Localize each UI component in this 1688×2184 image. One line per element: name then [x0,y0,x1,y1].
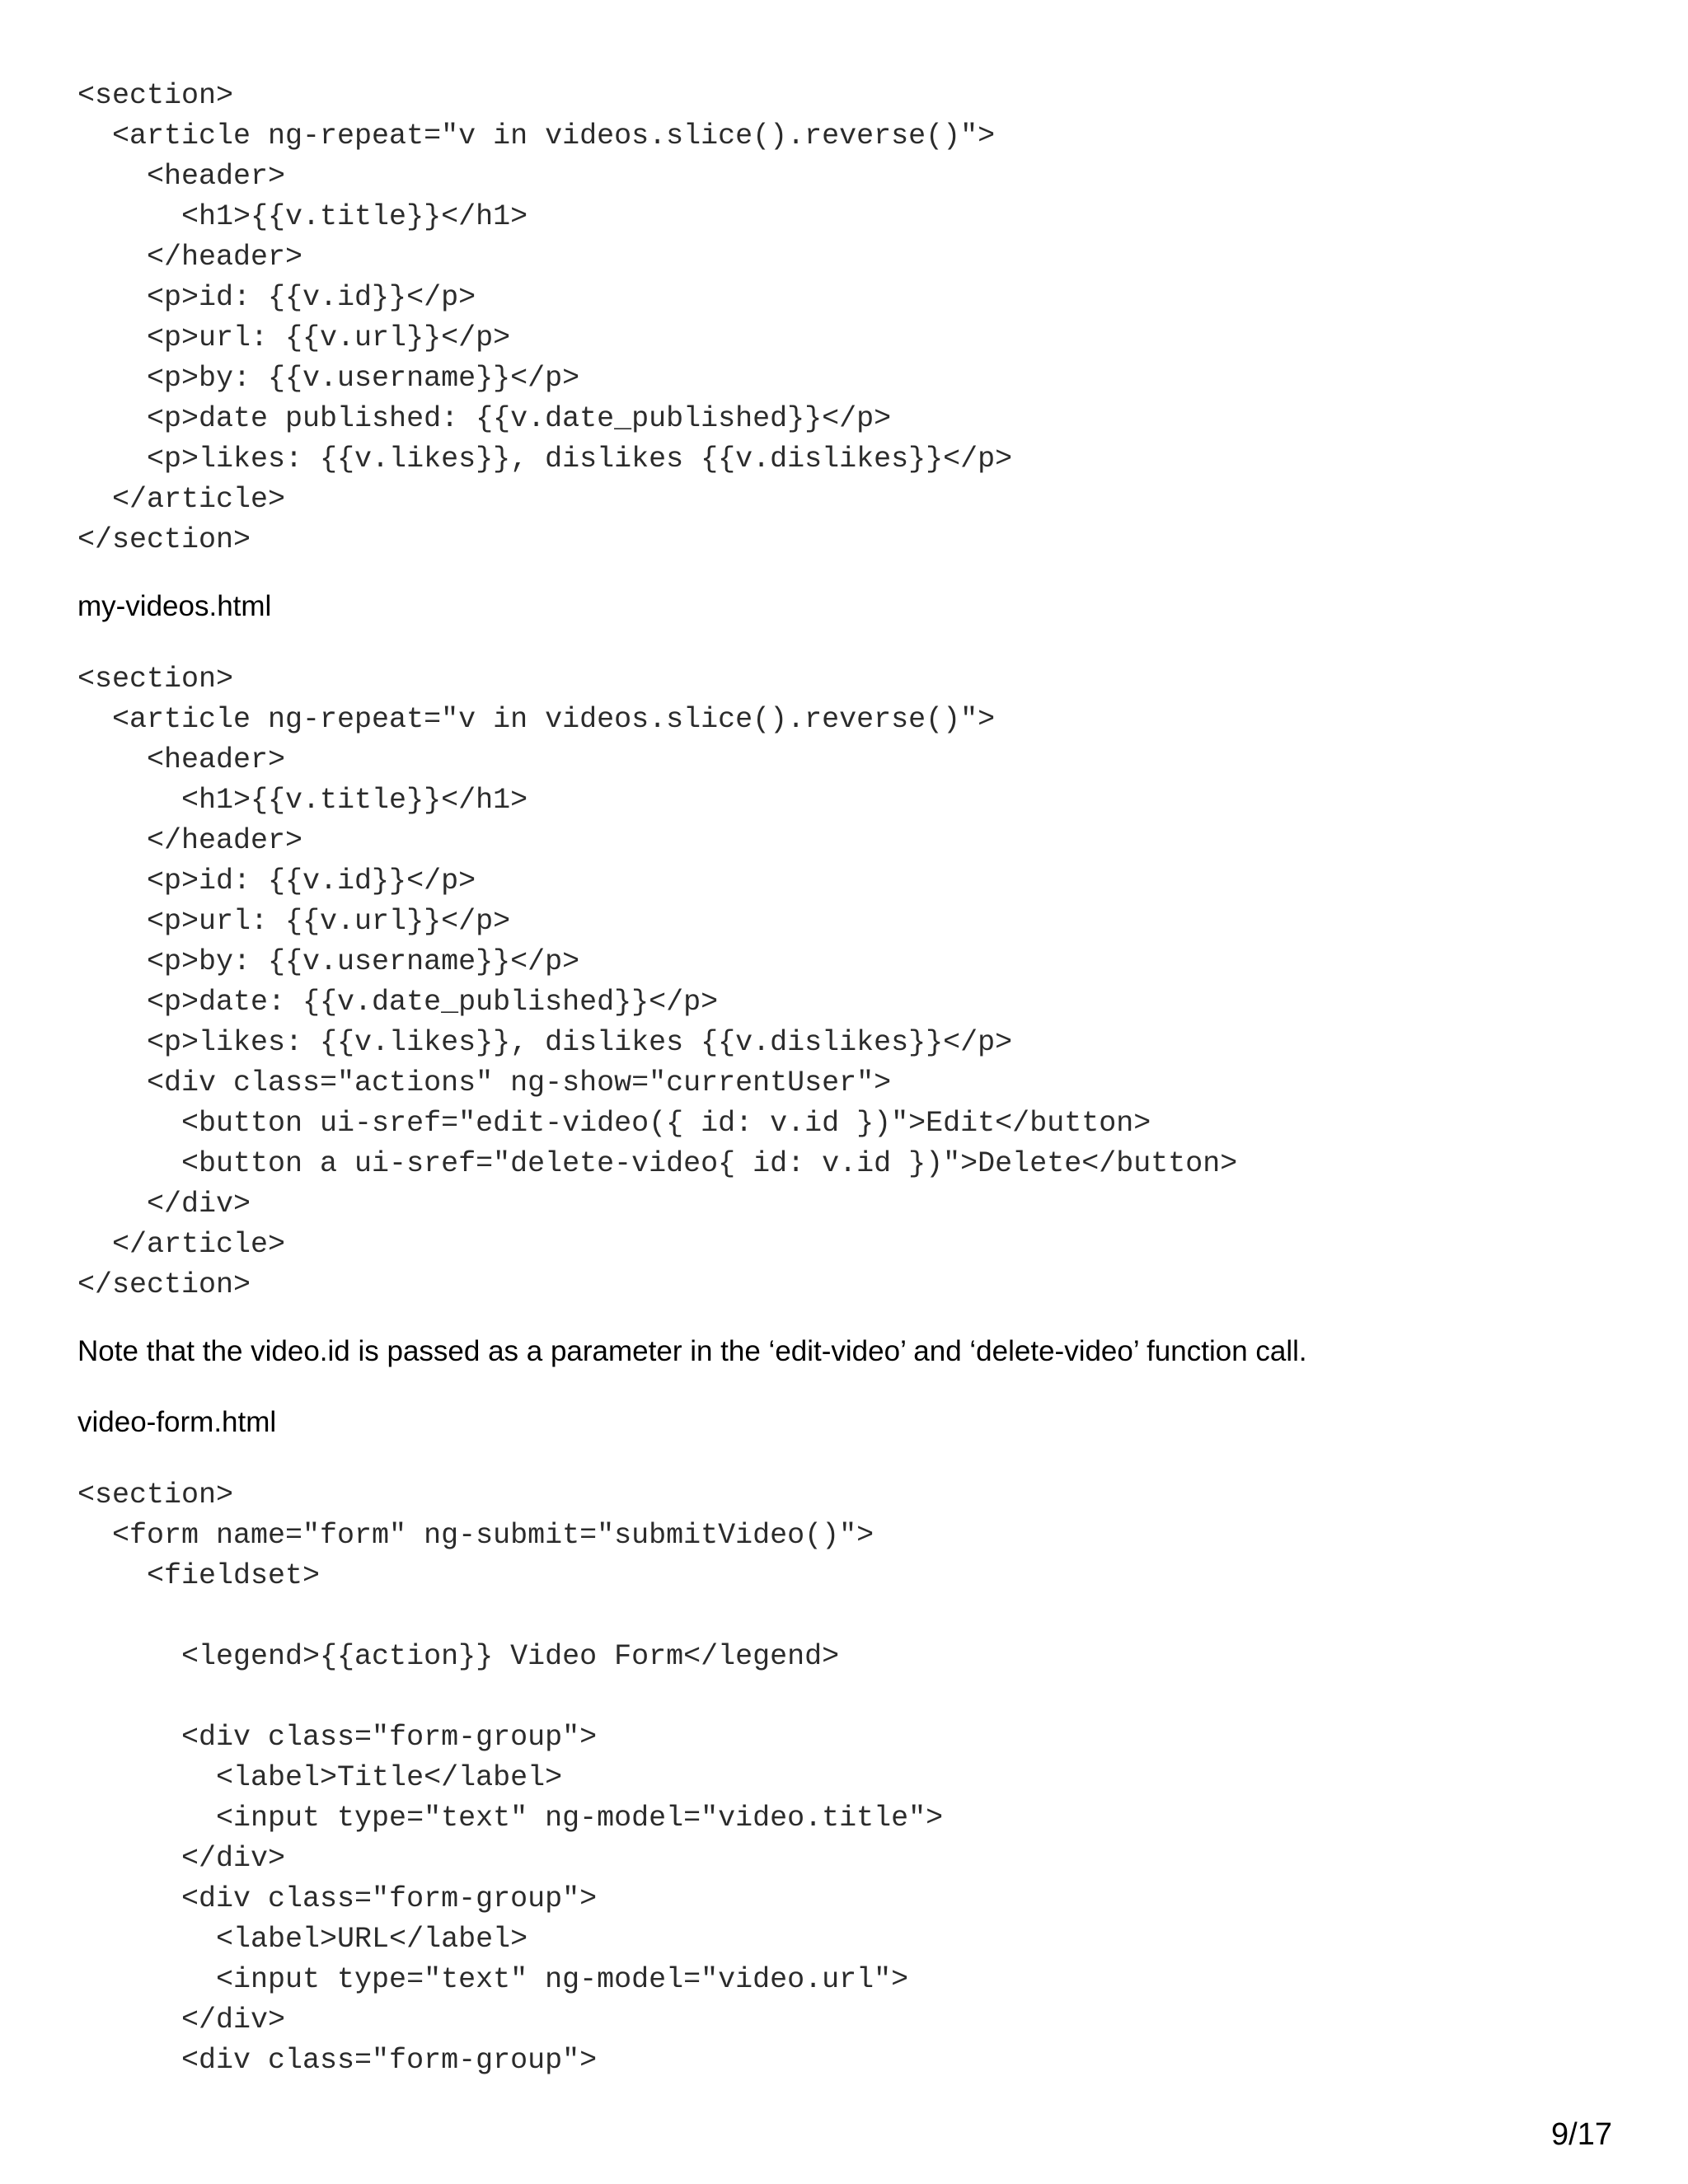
code-line: <p>by: {{v.username}}</p> [77,945,580,978]
code-line: <p>date: {{v.date_published}}</p> [77,986,719,1019]
code-line: <article ng-repeat="v in videos.slice().reverse()"> [77,703,996,736]
page-number: 9/17 [1551,2117,1612,2152]
code-line: <p>likes: {{v.likes}}, dislikes {{v.dislikes}}</p> [77,1026,1013,1059]
code-line: <section> [77,663,234,696]
code-line: </div> [77,1188,251,1221]
code-line: <header> [77,160,286,193]
note-paragraph: Note that the video.id is passed as a parameter in the ‘edit-video’ and ‘delete-video’ function call. [77,1335,1307,1367]
code-line: </article> [77,483,286,516]
code-line: <article ng-repeat="v in videos.slice().reverse()"> [77,120,996,152]
code-line: <p>url: {{v.url}}</p> [77,905,511,938]
code-line: </header> [77,824,303,857]
code-line: <p>date published: {{v.date_published}}</p> [77,402,892,435]
code-line: <p>by: {{v.username}}</p> [77,362,580,395]
section-heading-video-form: video-form.html [77,1406,277,1438]
code-line: <h1>{{v.title}}</h1> [77,784,528,817]
code-line: </article> [77,1228,286,1261]
code-line: <p>id: {{v.id}}</p> [77,281,476,314]
code-line: <p>likes: {{v.likes}}, dislikes {{v.dislikes}}</p> [77,443,1013,476]
code-line: <div class="form-group"> [77,1882,598,1915]
code-line: <p>id: {{v.id}}</p> [77,865,476,898]
code-block-videos-list [77,76,1012,560]
code-line: <input type="text" ng-model="video.title"> [77,1802,944,1835]
code-line: <h1>{{v.title}}</h1> [77,200,528,233]
code-line: <label>Title</label> [77,1761,563,1794]
code-line: <label>URL</label> [77,1923,528,1956]
code-line: <legend>{{action}} Video Form</legend> [77,1640,840,1673]
code-line: <div class="form-group"> [77,1721,598,1754]
code-line: <form name="form" ng-submit="submitVideo()"> [77,1519,874,1552]
code-line: <div class="form-group"> [77,2044,598,2077]
code-line: </section> [77,1268,251,1301]
code-block-my-videos [77,659,1237,1305]
code-block-video-form [77,1475,943,2081]
code-line: <section> [77,79,234,112]
section-heading-my-videos: my-videos.html [77,590,272,622]
code-line: <header> [77,743,286,776]
code-line: <fieldset> [77,1559,321,1592]
code-line: </div> [77,2004,286,2036]
code-line: </div> [77,1842,286,1875]
code-line: <button a ui-sref="delete-video{ id: v.id })">Delete</button> [77,1147,1238,1180]
code-line [77,1596,943,1637]
code-line: <input type="text" ng-model="video.url"> [77,1963,909,1996]
code-line: </section> [77,523,251,556]
code-line: </header> [77,241,303,274]
code-line: <p>url: {{v.url}}</p> [77,321,511,354]
code-line: <section> [77,1479,234,1511]
code-line [77,1677,943,1718]
code-line: <div class="actions" ng-show="currentUser"> [77,1066,892,1099]
code-line: <button ui-sref="edit-video({ id: v.id })">Edit</button> [77,1107,1151,1140]
